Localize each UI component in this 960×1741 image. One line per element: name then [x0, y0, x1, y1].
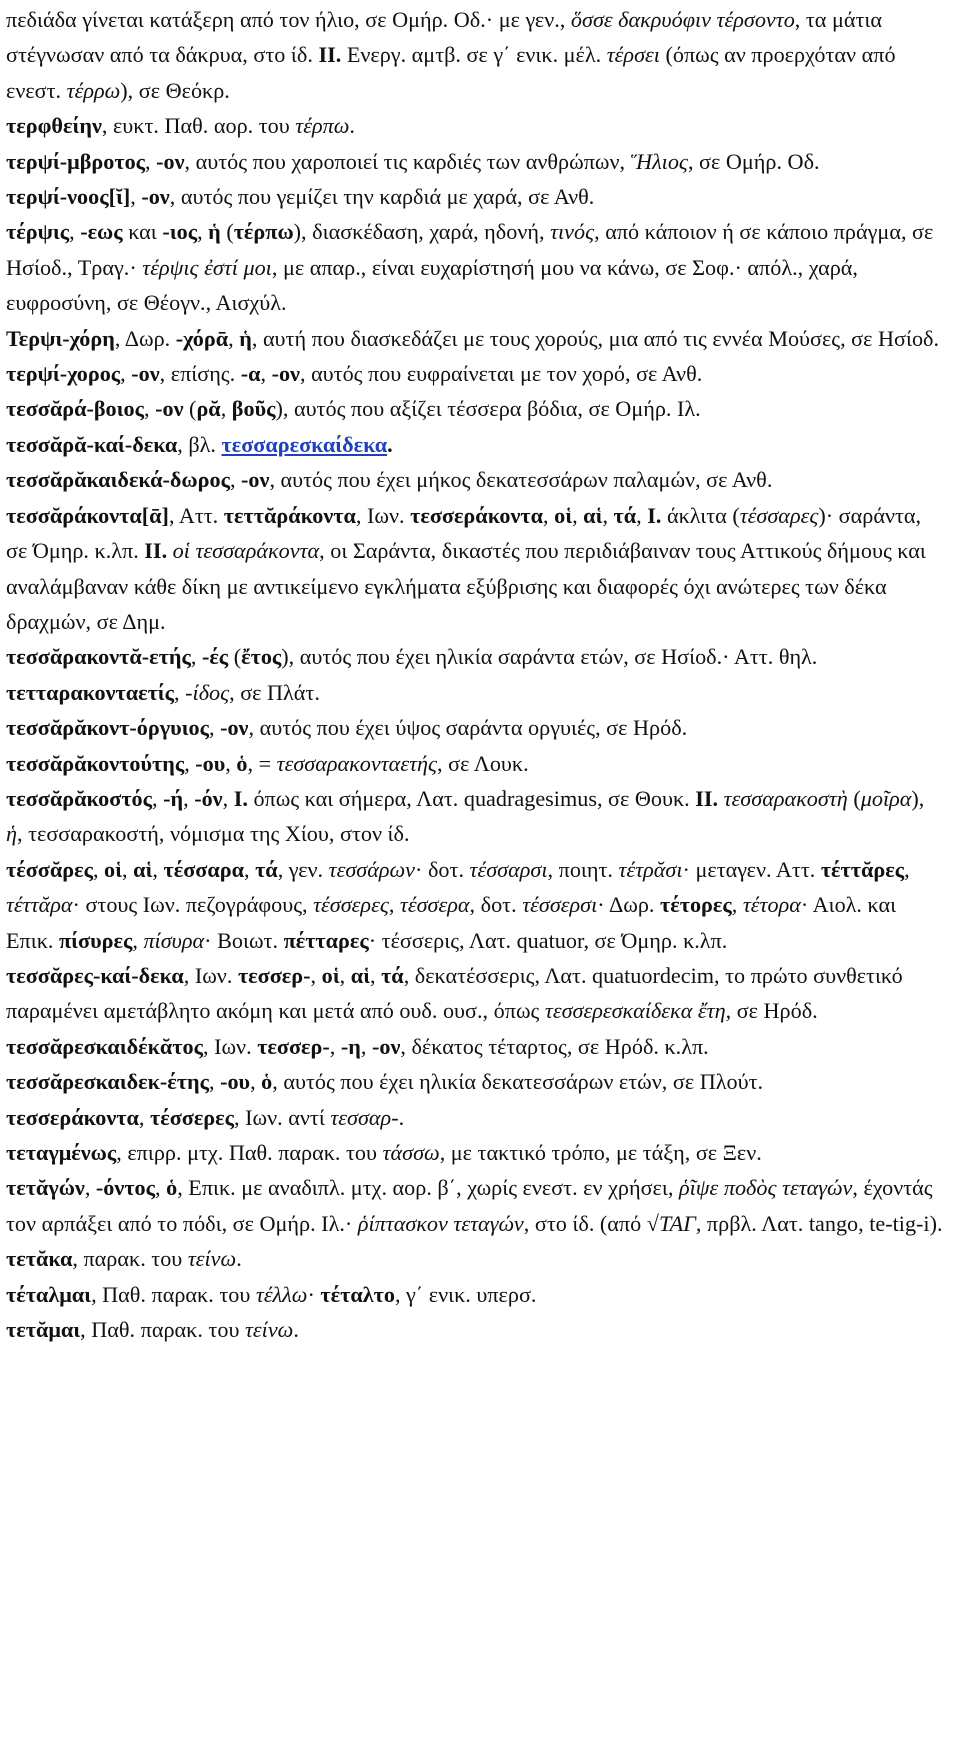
bold-text: τετταρακονταετίς: [6, 679, 175, 705]
bold-text: τά: [255, 856, 278, 882]
italic-text: τεσσαρακονταετής: [276, 750, 438, 776]
bold-text: -ιος: [162, 219, 198, 245]
italic-text: τέλλω: [255, 1281, 308, 1307]
entry-text: , γ΄ ενικ. υπερσ.: [394, 1281, 537, 1307]
italic-text: ῥῖψε ποδὸς τεταγών: [678, 1175, 853, 1201]
italic-text: τείνω: [244, 1317, 294, 1343]
italic-text: μοῖρα: [860, 785, 912, 811]
entry-text: · Δωρ.: [597, 892, 661, 918]
entry-text: ,: [228, 325, 240, 351]
entry-headword: τεσσᾰρᾰκοστός: [6, 785, 153, 811]
dictionary-entry: [6, 462, 944, 497]
entry-text: και: [122, 219, 163, 245]
italic-text: οἱ τεσσαράκοντα: [172, 538, 320, 564]
entry-text: ,: [329, 1033, 341, 1059]
entry-text: ,: [229, 467, 242, 493]
italic-text: τινός: [550, 219, 595, 245]
entry-text: ·: [307, 1281, 321, 1307]
entry-text: , επίσης.: [159, 361, 241, 387]
bold-text: -ον: [220, 715, 249, 741]
dictionary-entry: [6, 427, 944, 462]
entry-text: ), διασκέδαση, χαρά, ηδονή,: [293, 219, 551, 245]
bold-text: II.: [144, 538, 168, 564]
italic-text: τεσσάρων: [328, 856, 416, 882]
italic-text: τέρσει: [606, 42, 660, 68]
italic-text: τέρρω: [66, 77, 121, 103]
bold-text: ὁ: [236, 750, 248, 776]
entry-text: , Ιων. αντί: [234, 1104, 331, 1130]
bold-text: πέτταρες: [283, 927, 369, 953]
entry-text: , βλ.: [177, 431, 222, 457]
entry-text: .: [349, 113, 355, 139]
italic-text: τέρψις ἐστί μοι: [142, 254, 272, 280]
entry-text: , με τακτικό τρόπο, με τάξη, σε Ξεν.: [439, 1140, 762, 1165]
dictionary-entry: [6, 1135, 944, 1170]
italic-text: τέττᾰρα: [6, 892, 73, 918]
entry-text: )· σαράντα, σε Όμηρ. κ.λπ.: [6, 502, 922, 564]
entry-text: ,: [138, 1104, 150, 1130]
entry-text: ,: [155, 1175, 167, 1201]
bold-text: -όντος: [95, 1175, 155, 1201]
entry-text: ,: [602, 502, 614, 528]
dictionary-entry: [6, 710, 944, 745]
entry-text: , Αττ.: [168, 502, 224, 528]
entry-text: ,: [310, 962, 322, 988]
entry-text: ,: [145, 148, 157, 174]
entry-text: ,: [388, 892, 400, 918]
bold-text: ἔτος: [241, 644, 282, 670]
bold-text: ἡ: [239, 325, 252, 351]
entry-text: ,: [120, 361, 132, 387]
entry-headword: τετᾰγών: [6, 1175, 85, 1201]
dictionary-entry: [6, 958, 944, 1029]
dictionary-entry: [6, 1100, 944, 1135]
entry-text: ,: [636, 502, 648, 528]
entry-text: · μεταγεν. Αττ.: [682, 856, 821, 882]
entry-headword: τερψί-χορος: [6, 361, 121, 387]
entry-text: ,: [92, 856, 105, 882]
entry-text: , σε Ομήρ. Οδ.: [687, 148, 820, 174]
italic-text: τέσσαρσι: [469, 856, 548, 882]
entry-text: , αυτή που διασκεδάζει με τους χορούς, μια από τις εννέα Μούσες, σε Ησίοδ.: [251, 325, 940, 351]
entry-text: .: [236, 1246, 242, 1272]
entry-text: , σε Ηρόδ.: [725, 998, 818, 1024]
bold-text: -χόρᾱ: [175, 325, 229, 351]
entry-text: ,: [731, 892, 743, 918]
italic-text: τέτρᾰσι: [618, 856, 683, 882]
entry-text: , με απαρ., είναι ευχαρίστησή μου να κάνω, σε Σοφ.· απόλ., χαρά, ευφροσύνη, σε Θέογν., Αισχύλ.: [6, 254, 858, 316]
dictionary-entry: [6, 144, 944, 179]
entry-headword: τέσσᾰρες: [6, 856, 93, 882]
italic-text: τείνω: [187, 1246, 237, 1272]
italic-text: ὅσσε δακρυόφιν τέρσοντο: [570, 7, 795, 32]
entry-text: , αυτός που έχει ηλικία δεκατεσσάρων ετών, σε Πλούτ.: [272, 1069, 764, 1095]
dictionary-entry: [6, 1312, 944, 1347]
bold-text: αἱ: [133, 856, 153, 882]
entry-text: ,: [197, 219, 209, 245]
entry-text: , γεν.: [277, 856, 329, 882]
entry-text: (: [220, 219, 234, 245]
dictionary-entry: [6, 1170, 944, 1241]
entry-text: , Δωρ.: [114, 325, 176, 351]
entry-text: , σε Λουκ.: [437, 750, 529, 776]
entry-text: , Παθ. παρακ. του: [80, 1317, 245, 1343]
entry-text: ,: [904, 856, 910, 882]
dictionary-entry: [6, 781, 944, 852]
italic-text: -ίδος: [185, 679, 230, 705]
dictionary-entry: [6, 1241, 944, 1276]
bold-text: -α: [240, 361, 261, 387]
entry-text: ,: [69, 219, 81, 245]
bold-text: τέταλτο: [320, 1281, 395, 1307]
bold-text: -ές: [201, 644, 229, 670]
cross-reference-link[interactable]: τεσσαρεσκαίδεκα: [221, 431, 388, 457]
dictionary-entry: [6, 1277, 944, 1312]
dictionary-entry: [6, 746, 944, 781]
entry-text: ), αυτός που έχει ηλικία σαράντα ετών, σε Ησίοδ.· Αττ. θηλ.: [281, 644, 818, 670]
entry-text: ,: [369, 962, 382, 988]
italic-text: τέσσερα: [399, 892, 470, 918]
bold-text: τεσσεράκοντα: [410, 502, 543, 528]
entry-text: , αυτός που ευφραίνεται με τον χορό, σε Ανθ.: [299, 361, 703, 387]
entry-text: ,: [543, 502, 555, 528]
entry-text: , δεκατέσσερις, Λατ. quatuordecim, το πρώτο συνθετικό παραμένει αμετάβλητο ακόμη και μετά από ουδ. ουσ., όπως: [6, 962, 903, 1024]
entry-text: (: [847, 785, 861, 811]
entry-text: ,: [339, 962, 351, 988]
bold-text: τέττᾰρες: [820, 856, 905, 882]
entry-text: , ποιητ.: [547, 856, 619, 882]
bold-text: τέσσερες: [149, 1104, 235, 1130]
italic-text: τεσσαρ-: [330, 1104, 399, 1130]
entry-headword: τεσσᾰρακοντᾰ-ετής: [6, 644, 191, 670]
bold-text: -εως: [80, 219, 123, 245]
bold-text: II.: [695, 785, 719, 811]
entry-text: , Επικ. με αναδιπλ. μτχ. αορ. β΄, χωρίς ενεστ. εν χρήσει,: [177, 1175, 679, 1201]
entry-text: ,: [572, 502, 584, 528]
bold-text: -ον: [141, 184, 170, 210]
entry-text: · Αιολ. και Επικ.: [6, 892, 897, 953]
entry-text: , αυτός που γεμίζει την καρδιά με χαρά, σε Ανθ.: [169, 184, 595, 210]
entry-text: ), αυτός που αξίζει τέσσερα βόδια, σε Ομήρ. Ιλ.: [275, 396, 701, 422]
entry-headword: τεσσᾰρᾰ-καί-δεκα: [6, 431, 178, 457]
bold-text: τέρπω: [233, 219, 294, 245]
entry-text: · τέσσερις, Λατ. quatuor, σε Όμηρ. κ.λπ.: [368, 927, 728, 953]
entry-headword: τετᾰμαι: [6, 1317, 81, 1343]
entry-text: (όπως αν προερχόταν από ενεστ.: [6, 42, 896, 103]
bold-text: -ου: [220, 1069, 251, 1095]
entry-text: , στο ίδ. (από √: [523, 1210, 659, 1236]
dictionary-entry: [6, 1064, 944, 1099]
dictionary-entry: [6, 321, 944, 356]
entry-headword: τεσσᾰρά-βοιος: [6, 396, 144, 422]
bold-text: -η: [340, 1033, 361, 1059]
bold-text: -ον: [371, 1033, 401, 1059]
entry-headword: τετᾰκα: [6, 1246, 73, 1272]
entry-text: ,: [360, 1033, 372, 1059]
bold-text: οἱ: [321, 962, 340, 988]
entry-text: όπως και σήμερα, Λατ. quadragesimus, σε Θουκ.: [247, 785, 696, 811]
entry-headword: τεσσεράκοντα: [6, 1104, 139, 1130]
bold-text: οἱ: [104, 856, 123, 882]
bold-text: τά: [613, 502, 637, 528]
dictionary-entry: [6, 391, 944, 426]
entry-text: ,: [152, 785, 164, 811]
entry-text: , δέκατος τέταρτος, σε Ηρόδ. κ.λπ.: [400, 1033, 709, 1059]
entry-text: ,: [208, 1069, 221, 1095]
italic-text: τέτορα: [742, 892, 801, 918]
entry-headword: τεσσᾰρεσκαιδέκᾰτος: [6, 1033, 203, 1059]
entry-headword: τερψί-νοος[ῐ]: [6, 184, 131, 210]
bold-text: -ου: [195, 750, 226, 776]
italic-text: Ἥλιος: [630, 148, 688, 174]
bold-text: -ον: [156, 148, 185, 174]
dictionary-entry: [6, 498, 944, 640]
entry-text: ,: [174, 679, 186, 705]
italic-text: ἡ: [6, 821, 18, 847]
bold-text: I.: [647, 502, 662, 528]
entry-text: · στους Ιων. πεζογράφους,: [72, 892, 314, 918]
entry-text: , Παθ. παρακ. του: [91, 1281, 256, 1307]
entry-headword: τέρψις: [6, 219, 70, 245]
italic-text: τάσσω: [382, 1140, 440, 1165]
entry-text: ,: [132, 927, 144, 953]
entry-text: πεδιάδα γίνεται κατάξερη από τον ήλιο, σε Ομήρ. Οδ.· με γεν.,: [6, 7, 571, 32]
entry-headword: τέταλμαι: [6, 1281, 92, 1307]
bold-text: -ον: [155, 396, 184, 422]
bold-text: I.: [233, 785, 248, 811]
dictionary-entry: [6, 179, 944, 214]
entry-headword: τεσσᾰράκοντα[ᾱ]: [6, 502, 169, 528]
dictionary-entry: [6, 356, 944, 391]
bold-text: οἱ: [554, 502, 573, 528]
entry-text: , σε Πλάτ.: [229, 679, 320, 705]
entry-text: , Ιων.: [202, 1033, 258, 1059]
italic-text: τέσσαρες: [739, 502, 819, 528]
entry-text: , αυτός που έχει μήκος δεκατεσσάρων παλαμών, σε Ανθ.: [269, 467, 773, 493]
entry-text: , παρακ. του: [72, 1246, 188, 1272]
entry-text: (: [183, 396, 197, 422]
bold-text: τέσσαρα: [163, 856, 244, 882]
dictionary-entry: [6, 639, 944, 710]
dictionary-entry: [6, 1029, 944, 1064]
entry-text: (: [228, 644, 242, 670]
entry-text: , =: [247, 750, 277, 776]
entry-text: ), σε Θεόκρ.: [120, 77, 230, 103]
entry-text: ,: [243, 856, 256, 882]
entry-text: , τα μάτια στέγνωσαν από τα δάκρυα, στο ίδ.: [6, 7, 883, 68]
entry-text: Ενεργ. αμτβ. σε γ΄ ενικ. μέλ.: [341, 42, 607, 68]
bold-text: αἱ: [350, 962, 370, 988]
dictionary-entry: [6, 2, 944, 108]
entry-headword: τεσσᾰρες-καί-δεκα: [6, 962, 184, 988]
entry-text: ,: [122, 856, 134, 882]
entry-text: ,: [183, 785, 195, 811]
bold-text: -ή: [163, 785, 184, 811]
entry-headword: τεταγμένως: [6, 1140, 117, 1165]
italic-text: ῥίπτασκον τεταγών: [357, 1210, 524, 1236]
entry-text: ),: [911, 785, 925, 811]
bold-text: -ον: [131, 361, 160, 387]
entry-text: ,: [152, 856, 164, 882]
entry-headword: τεσσᾰρᾰκαιδεκά-δωρος: [6, 467, 230, 493]
entry-headword: τερφθείην: [6, 113, 102, 139]
entry-text: · Βοιωτ.: [204, 927, 284, 953]
italic-text: τέρπω: [295, 113, 350, 139]
dictionary-entry: [6, 108, 944, 143]
entry-text: ,: [190, 644, 202, 670]
italic-text: τέσσερσι: [522, 892, 598, 918]
entry-text: · δοτ.: [415, 856, 470, 882]
entry-text: , Ιων.: [355, 502, 411, 528]
bold-text: -ον: [241, 467, 270, 493]
entry-headword: τεσσᾰρᾰκοντ-όργυιος: [6, 715, 209, 741]
entry-text: , έχοντάς τον αρπάξει από το πόδι, σε Ομήρ. Ιλ.·: [6, 1175, 933, 1236]
entry-text: ,: [260, 361, 272, 387]
entry-text: , δοτ.: [469, 892, 523, 918]
bold-text: τεσσερ-: [237, 962, 311, 988]
bold-text: ὁ: [166, 1175, 178, 1201]
bold-text: ὁ: [261, 1069, 273, 1095]
entry-text: ,: [130, 184, 142, 210]
italic-text: πίσυρα: [143, 927, 205, 953]
italic-text: τέσσερες: [313, 892, 389, 918]
entry-headword: Τερψι-χόρη: [6, 325, 115, 351]
entry-text: , αυτός που χαροποιεί τις καρδιές των ανθρώπων,: [184, 148, 631, 174]
entry-text: , πρβλ. Λατ. tango, te-tig-i).: [695, 1210, 943, 1236]
bold-text: βοῦς: [231, 396, 276, 422]
entry-text: ,: [208, 715, 221, 741]
entry-text: ,: [250, 1069, 262, 1095]
bold-text: -ον: [271, 361, 300, 387]
entry-text: ,: [225, 750, 237, 776]
italic-text: ΤΑΓ: [658, 1210, 696, 1236]
entry-headword: τερψί-μβροτος: [6, 148, 146, 174]
entry-text: ,: [220, 396, 232, 422]
dictionary-entry: [6, 852, 944, 958]
bold-text: πίσυρες: [59, 927, 133, 953]
entry-text: , τεσσαρακοστή, νόμισμα της Χίου, στον ίδ.: [17, 821, 410, 847]
entry-text: , αυτός που έχει ύψος σαράντα οργυιές, σε Ηρόδ.: [248, 715, 688, 741]
bold-text: τά: [381, 962, 404, 988]
entry-headword: τεσσᾰρεσκαιδεκ-έτης: [6, 1069, 209, 1095]
bold-text: τέτορες: [660, 892, 732, 918]
entry-text: , από κάποιον ή σε κάποιο πράγμα, σε Ησίοδ., Τραγ.·: [6, 219, 934, 280]
bold-text: .: [387, 431, 393, 457]
entry-text: , επιρρ. μτχ. Παθ. παρακ. του: [116, 1140, 383, 1165]
dictionary-entry: [6, 214, 944, 320]
entry-text: , ευκτ. Παθ. αορ. του: [101, 113, 296, 139]
bold-text: -όν: [194, 785, 223, 811]
entry-text: άκλιτα (: [661, 502, 740, 528]
bold-text: τεσσερ-: [257, 1033, 330, 1059]
italic-text: τεσσαρακοστὴ: [723, 785, 848, 811]
entry-text: ,: [184, 750, 196, 776]
entry-text: .: [398, 1104, 405, 1130]
bold-text: ἡ: [208, 219, 221, 245]
italic-text: τεσσερεσκαίδεκα ἔτη: [544, 998, 726, 1024]
bold-text: II.: [318, 42, 342, 68]
entry-text: .: [293, 1317, 299, 1343]
entry-text: , οι Σαράντα, δικαστές που περιδιάβαιναν τους Αττικούς δήμους και αναλάμβαναν κάθε δίκη με αντικείμενο εγκλήματα εξύβρισης και διαφορές όχι ανώτερες των δέκα δραχμών, σε Δημ.: [6, 538, 926, 634]
entry-headword: τεσσᾰρᾰκοντούτης: [6, 750, 185, 776]
entry-text: , Ιων.: [183, 962, 238, 988]
entry-text: ,: [144, 396, 156, 422]
bold-text: αἱ: [583, 502, 603, 528]
entry-text: ,: [222, 785, 234, 811]
entry-text: ,: [84, 1175, 96, 1201]
bold-text: τεττᾰράκοντα: [223, 502, 356, 528]
bold-text: ρᾰ: [196, 396, 221, 422]
